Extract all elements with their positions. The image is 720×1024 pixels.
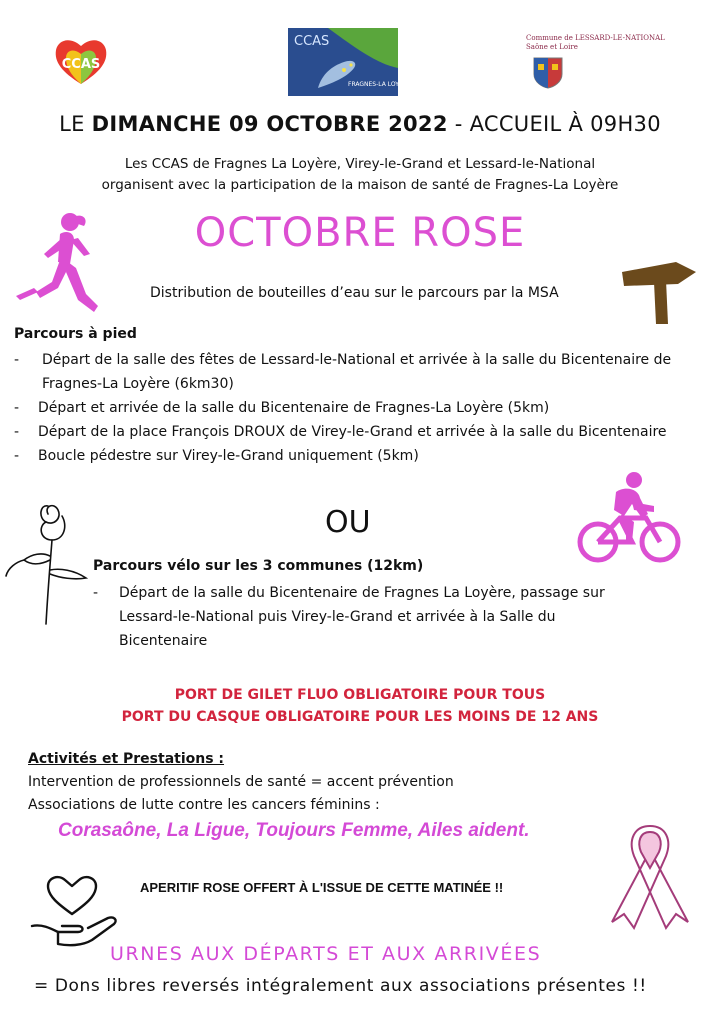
walking-route-list [14,348,714,468]
activities-section [28,748,454,817]
commune-name: Commune de LESSARD-LE-NATIONAL [526,34,665,42]
or-separator: OU [325,505,371,540]
intro-text [0,154,720,196]
list-item: - Départ de la place François DROUX de Virey-le-Grand et arrivée à la salle du Bicentenaire [14,424,667,440]
list-item-continuation [93,605,653,629]
walking-item-1: Départ de la salle des fêtes de Lessard-le-National et arrivée à la salle du Bicentenaire de [42,352,672,368]
associations-list: Corasaône, La Ligue, Toujours Femme, Ailes aident. [58,820,530,841]
bike-route-heading: Parcours vélo sur les 3 communes (12km) [93,558,424,574]
safety-warnings [0,684,720,728]
signpost-icon [614,256,700,330]
list-item: - Départ de la salle du Bicentenaire de Fragnes La Loyère, passage sur [93,585,605,601]
date-prefix: LE [59,112,85,136]
coat-of-arms-icon [528,56,568,90]
list-item-continuation [14,372,714,396]
intro-line-2: organisent avec la participation de la maison de santé de Fragnes-La Loyère [101,177,619,193]
bike-line-1: Départ de la salle du Bicentenaire de Fragnes La Loyère, passage sur [119,585,605,601]
bike-line-2: Lessard-le-National puis Virey-le-Grand et arrivée à la Salle du [119,609,556,625]
list-item-continuation [93,629,653,653]
walking-route-heading: Parcours à pied [14,326,137,342]
ccas-logo [52,34,110,88]
date-bold: DIMANCHE 09 OCTOBRE 2022 [91,112,448,136]
warning-helmet: PORT DU CASQUE OBLIGATOIRE POUR LES MOINS DE 12 ANS [121,709,599,725]
cyclist-icon [574,470,684,570]
activities-line-1: Intervention de professionnels de santé = accent prévention [28,774,454,790]
distribution-text: Distribution de bouteilles d’eau sur le parcours par la MSA [150,285,559,301]
list-item: - Boucle pédestre sur Virey-le-Grand uniquement (5km) [14,448,419,464]
center-logo-top: CCAS [294,34,330,49]
heart-hand-icon [28,870,120,954]
urns-notice: URNES AUX DÉPARTS ET AUX ARRIVÉES [110,943,542,965]
aperitif-notice: APERITIF ROSE OFFERT À L'ISSUE DE CETTE MATINÉE !! [140,880,504,895]
warning-vest: PORT DE GILET FLUO OBLIGATOIRE POUR TOUS [174,687,546,703]
donations-notice: = Dons libres reversés intégralement aux associations présentes !! [34,976,647,996]
bike-line-3: Bicentenaire [119,633,208,649]
center-logo-bottom: FRAGNES-LA LOYERE [348,81,411,88]
intro-line-1: Les CCAS de Fragnes La Loyère, Virey-le-Grand et Lessard-le-National [124,156,596,172]
ccas-fragnes-logo [288,28,411,96]
activities-heading: Activités et Prestations : [28,751,225,767]
page-title: OCTOBRE ROSE [194,210,526,256]
activities-line-2: Associations de lutte contre les cancers féminins : [28,797,380,813]
walking-item-3: Départ de la place François DROUX de Virey-le-Grand et arrivée à la salle du Bicentenaire [38,424,667,440]
commune-region: Saône et Loire [526,43,578,51]
walking-item-1-cont: Fragnes-La Loyère (6km30) [42,376,234,392]
date-line [0,112,720,136]
walking-item-2: Départ et arrivée de la salle du Bicentenaire de Fragnes-La Loyère (5km) [38,400,550,416]
bike-route-list [93,581,653,653]
date-suffix: - ACCUEIL À 09H30 [454,112,661,136]
ccas-logo-text: CCAS [61,57,101,72]
list-item: - Départ de la salle des fêtes de Lessard-le-National et arrivée à la salle du Bicentenaire de [14,352,672,368]
walking-item-4: Boucle pédestre sur Virey-le-Grand uniquement (5km) [38,448,419,464]
pink-ribbon-icon [604,818,696,940]
commune-logo [526,34,696,94]
list-item: - Départ et arrivée de la salle du Bicentenaire de Fragnes-La Loyère (5km) [14,400,550,416]
rose-sketch-icon [4,496,100,630]
